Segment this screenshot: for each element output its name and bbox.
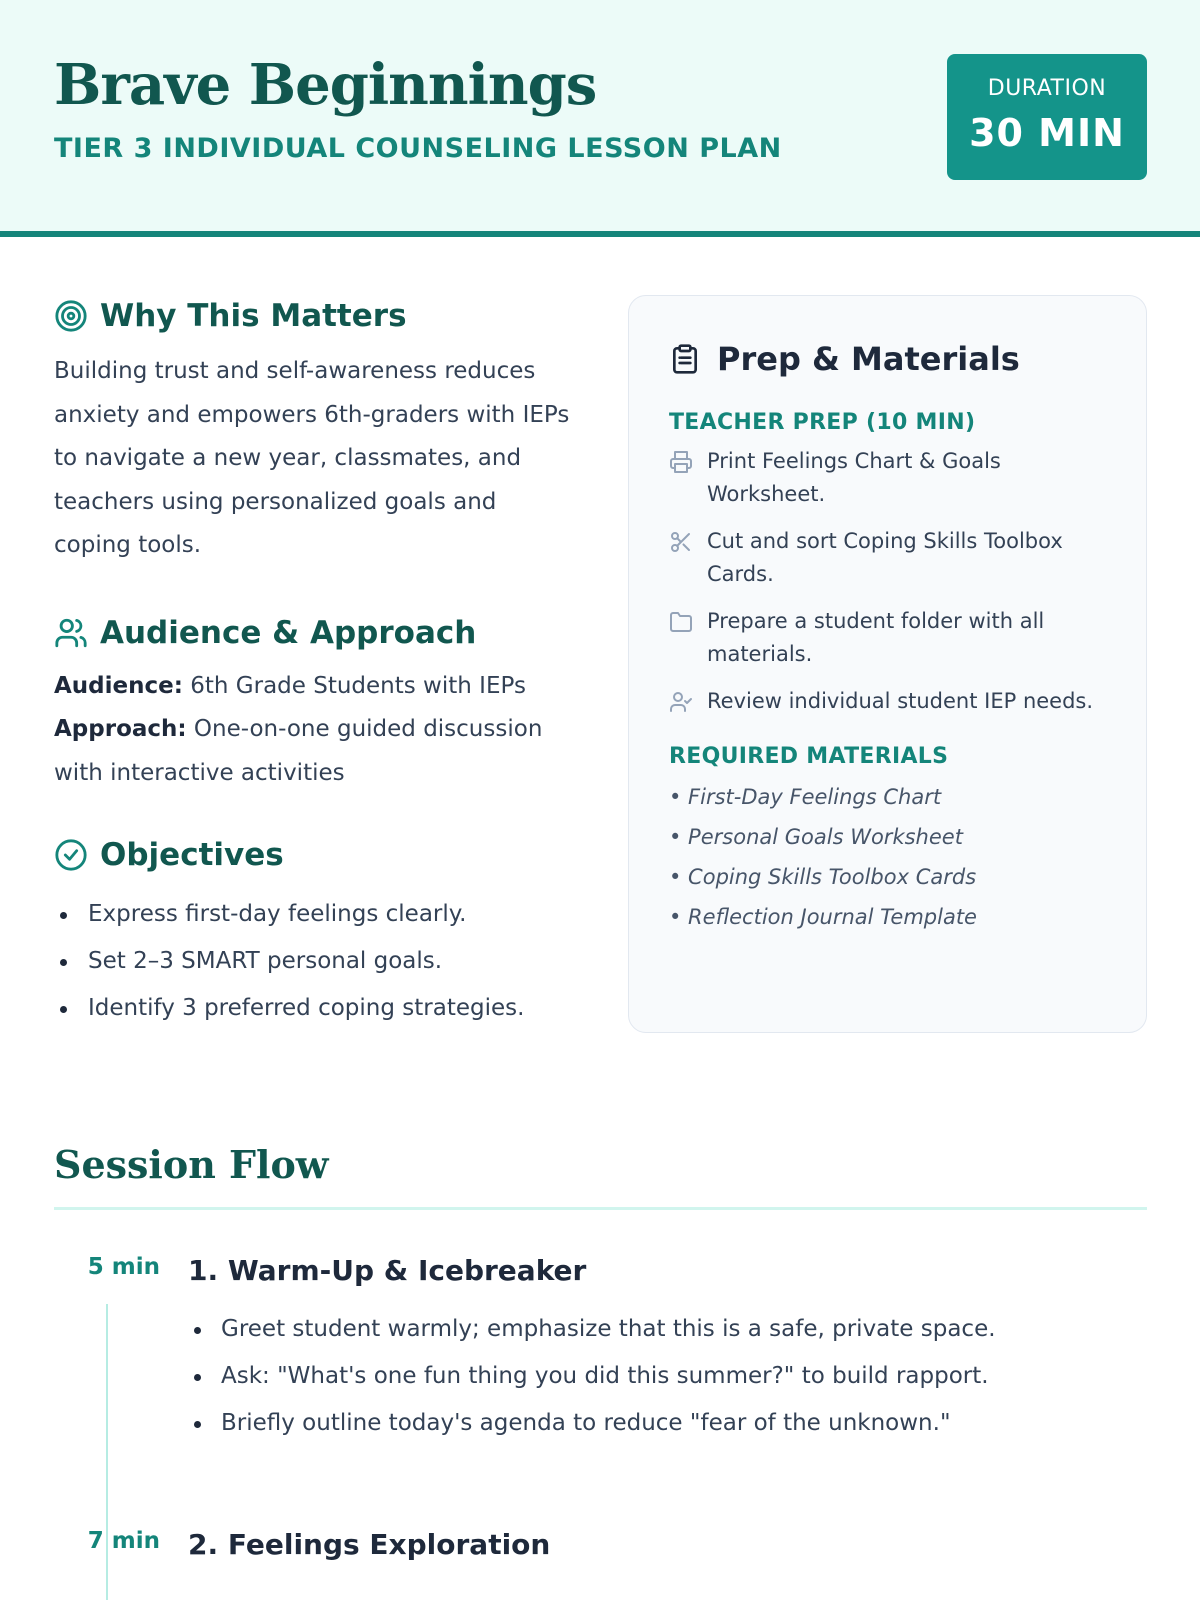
prep-item-text: Review individual student IEP needs. <box>707 689 1094 713</box>
prep-materials-card <box>628 295 1147 1033</box>
list-item <box>669 445 1116 511</box>
user-check-icon <box>669 690 693 714</box>
list-item: Express first-day feelings clearly. <box>54 891 574 938</box>
clipboard-icon <box>669 343 701 375</box>
audience-heading: Audience & Approach <box>100 614 477 651</box>
step-title: 2. Feelings Exploration <box>188 1528 551 1561</box>
audience-label: Audience: <box>54 672 183 699</box>
prep-heading: Prep & Materials <box>717 340 1020 378</box>
scissors-icon <box>669 530 693 554</box>
why-section <box>54 290 574 568</box>
prep-item-text: Cut and sort Coping Skills Toolbox Cards. <box>707 529 1063 586</box>
objectives-list <box>54 891 574 1032</box>
list-item <box>669 525 1116 591</box>
page-subtitle: TIER 3 INDIVIDUAL COUNSELING LESSON PLAN <box>54 133 782 164</box>
duration-value: 30 MIN <box>969 111 1125 155</box>
list-item <box>669 685 1116 718</box>
teacher-prep-heading: TEACHER PREP (10 MIN) <box>669 410 976 435</box>
page-title: Brave Beginnings <box>54 52 597 118</box>
divider <box>54 1207 1147 1210</box>
timeline-line <box>106 1304 108 1600</box>
folder-icon <box>669 610 693 634</box>
prep-item-text: Print Feelings Chart & Goals Worksheet. <box>707 449 1001 506</box>
duration-label: DURATION <box>987 76 1107 101</box>
audience-row <box>54 665 574 709</box>
header-banner <box>0 0 1200 237</box>
step-title: 1. Warm-Up & Icebreaker <box>188 1254 587 1287</box>
duration-badge <box>947 54 1147 180</box>
step-time: 7 min <box>87 1528 160 1554</box>
list-item: • Coping Skills Toolbox Cards <box>669 865 977 889</box>
target-icon <box>54 299 88 333</box>
left-column <box>54 290 574 1032</box>
printer-icon <box>669 450 693 474</box>
approach-row <box>54 708 574 795</box>
materials-list <box>669 777 1116 937</box>
list-item: Ask: "What's one fun thing you did this summer?" to build rapport. <box>188 1353 996 1400</box>
why-heading: Why This Matters <box>100 298 407 334</box>
list-item: Identify 3 preferred coping strategies. <box>54 985 574 1032</box>
prep-item-text: Prepare a student folder with all materials. <box>707 609 1045 666</box>
list-item: Greet student warmly; emphasize that this is a safe, private space. <box>188 1306 996 1353</box>
list-item: • Reflection Journal Template <box>669 905 977 929</box>
list-item: Briefly outline today's agenda to reduce "fear of the unknown." <box>188 1400 996 1447</box>
step-bullets <box>188 1306 996 1447</box>
session-flow-heading: Session Flow <box>54 1142 329 1187</box>
users-icon <box>54 616 88 650</box>
approach-label: Approach: <box>54 716 187 742</box>
approach-value: One-on-one guided discussion with interactive activities <box>54 716 543 786</box>
audience-value: 6th Grade Students with IEPs <box>190 672 526 699</box>
list-item: Set 2–3 SMART personal goals. <box>54 938 574 985</box>
objectives-heading: Objectives <box>100 837 284 873</box>
why-body: Building trust and self-awareness reduces anxiety and empowers 6th-graders with IEPs to navigate a new year, classmates, and teachers using personalized goals and coping tools. <box>54 358 570 558</box>
step-time: 5 min <box>87 1254 160 1280</box>
list-item <box>669 605 1116 671</box>
objectives-section <box>54 829 574 1032</box>
list-item: • Personal Goals Worksheet <box>669 825 963 849</box>
materials-heading: REQUIRED MATERIALS <box>669 744 949 769</box>
teacher-prep-list <box>669 445 1116 718</box>
check-circle-icon <box>54 838 88 872</box>
audience-section <box>54 607 574 796</box>
list-item: • First-Day Feelings Chart <box>669 785 942 809</box>
